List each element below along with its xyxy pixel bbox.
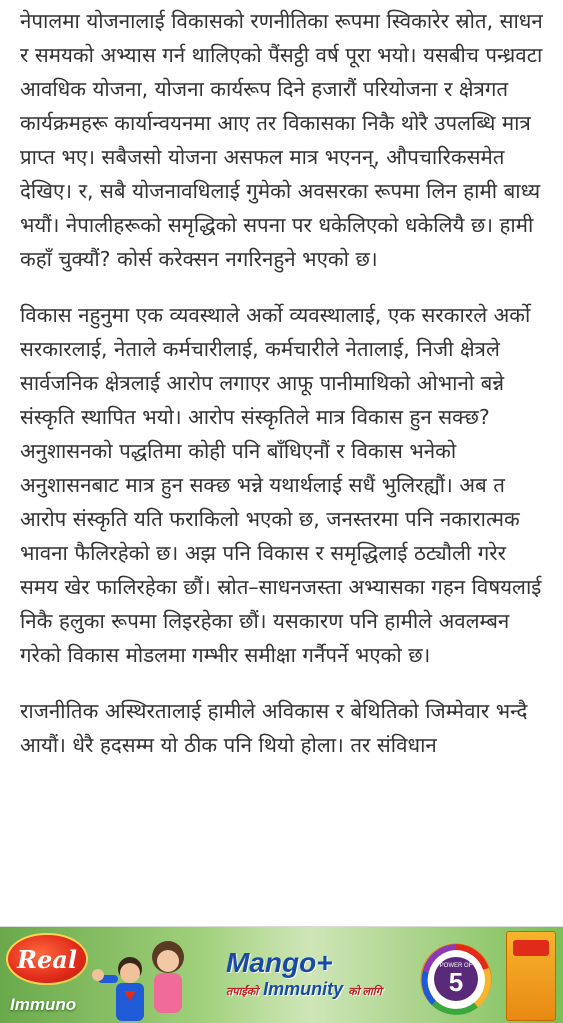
ad-tagline-main: Immunity xyxy=(263,979,344,999)
brand-logo[interactable] xyxy=(6,933,88,985)
ad-tagline-prefix: तपाईंको xyxy=(226,986,259,998)
brand-logo-text: Real xyxy=(17,944,77,974)
ad-tagline-suffix: को लागि xyxy=(348,986,382,998)
article-paragraph-1: नेपालमा योजनालाई विकासको रणनीतिका रूपमा स्विकारेर स्रोत, साधन र समयको अभ्यास गर्न थालिएको पैंसट्ठी वर्ष पूरा भयो। यसबीच पन्ध्रवटा आवधिक योजना, योजना कार्यरूप दिने हजारौं परियोजना र क्षेत्रगत कार्यक्रमहरू कार्यान्वयनमा आए तर विकासका निकै थोरै उपलब्धि मात्र प्राप्त भए। सबैजसो योजना असफल मात्र भएनन्, औपचारिकसमेत देखिए। र, सबै योजनावधिलाई गुमेको अवसरका रूपमा लिन हामी बाध्य भयौं। नेपालीहरूको समृद्धिको सपना पर धकेलिएको धकेलियै छ। हामी कहाँ चुक्यौं? कोर्स करेक्सन नगरिनहुने भएको छ। xyxy=(20,9,543,271)
article-body xyxy=(20,4,548,784)
article-paragraph-2: विकास नहुनुमा एक व्यवस्थाले अर्को व्यवस्थालाई, एक सरकारले अर्को सरकारलाई, नेताले कर्मचारीलाई, कर्मचारीले नेतालाई, निजी क्षेत्रले सार्वजनिक क्षेत्रलाई आरोप लगाएर आफू पानीमाथिको ओभानो बन्ने संस्कृति स्थापित भयो। आरोप संस्कृतिले मात्र विकास हुन सक्छ? अनुशासनको पद्धतिमा कोही पनि बाँधिएनौं र विकास भनेको अनुशासनबाट मात्र हुन सक्छ भन्ने यथार्थलाई सधैं भुलिरह्यौं। अब त आरोप संस्कृति यति फराकिलो भएको छ, जनस्तरमा पनि नकारात्मक भावना फैलिरहेको छ। अझ पनि विकास र समृद्धिलाई ठट्यौली गरेर समय खेर फालिरहेका छौं। स्रोत–साधनजस्ता अभ्यासका गहन विषयलाई निकै हलुका रूपमा लिइरहेका छौं। यसकारण पनि हामीले अवलम्बन गरेको विकास मोडलमा गम्भीर समीक्षा गर्नैपर्ने भएको छ। xyxy=(20,303,542,667)
article-paragraph-3: राजनीतिक अस्थिरतालाई हामीले अविकास र बेथितिको जिम्मेवार भन्दै आयौं। धेरै हदसम्म यो ठीक पनि थियो होला। तर संविधान xyxy=(20,699,528,757)
kids-illustration xyxy=(90,935,210,1023)
ad-tagline xyxy=(226,979,382,1000)
product-pack xyxy=(506,931,556,1021)
power-of-five-badge xyxy=(420,943,492,1015)
ad-headline: Mango+ xyxy=(226,947,333,978)
badge-number: 5 xyxy=(448,967,464,997)
product-pack-label xyxy=(513,940,549,956)
badge-label: POWER OF xyxy=(439,963,473,969)
sub-brand-label: Immuno xyxy=(10,995,77,1014)
advertisement-banner[interactable] xyxy=(0,926,563,1023)
